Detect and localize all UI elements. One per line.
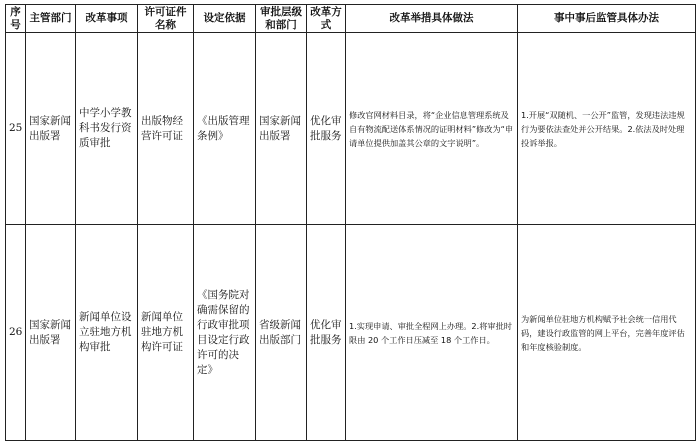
row-dept: 国家新闻出版署 [26,33,76,225]
header-mode: 改革方式 [307,5,346,33]
header-row [6,5,696,33]
row-mode: 优化审批服务 [307,33,346,225]
row-basis: 《出版管理条例》 [194,33,256,225]
row-measures: 1.实现申请、审批全程网上办理。2.将审批时限由 20 个工作日压减至 18 个工作日。 [346,225,518,441]
row-level: 国家新闻出版署 [256,33,307,225]
header-level: 审批层级和部门 [256,5,307,33]
row-level: 省级新闻出版部门 [256,225,307,441]
row-license: 出版物经营许可证 [138,33,194,225]
header-supervision: 事中事后监管具体办法 [518,5,696,33]
table-row [6,225,696,441]
row-item: 中学小学教科书发行资质审批 [76,33,138,225]
row-basis: 《国务院对确需保留的行政审批项目设定行政许可的决定》 [194,225,256,441]
header-seq: 序号 [6,5,26,33]
row-mode: 优化审批服务 [307,225,346,441]
header-license: 许可证件名称 [138,5,194,33]
row-dept: 国家新闻出版署 [26,225,76,441]
table-row [6,33,696,225]
row-license: 新闻单位驻地方机构许可证 [138,225,194,441]
row-supervision: 1.开展“双随机、一公开”监管，发现违法违规行为要依法查处并公开结果。2.依法及时处理投诉举报。 [518,33,696,225]
header-dept: 主管部门 [26,5,76,33]
row-seq: 25 [6,33,26,225]
row-item: 新闻单位设立驻地方机构审批 [76,225,138,441]
header-basis: 设定依据 [194,5,256,33]
row-seq: 26 [6,225,26,441]
reform-table [5,4,696,441]
header-item: 改革事项 [76,5,138,33]
row-supervision: 为新闻单位驻地方机构赋予社会统一信用代码，建设行政监管的网上平台，完善年度评估和年度核验制度。 [518,225,696,441]
header-measures: 改革举措具体做法 [346,5,518,33]
row-measures: 修改官网材料目录，将“企业信息管理系统及自有物流配送体系情况的证明材料”修改为“申请单位提供加盖其公章的文字说明”。 [346,33,518,225]
